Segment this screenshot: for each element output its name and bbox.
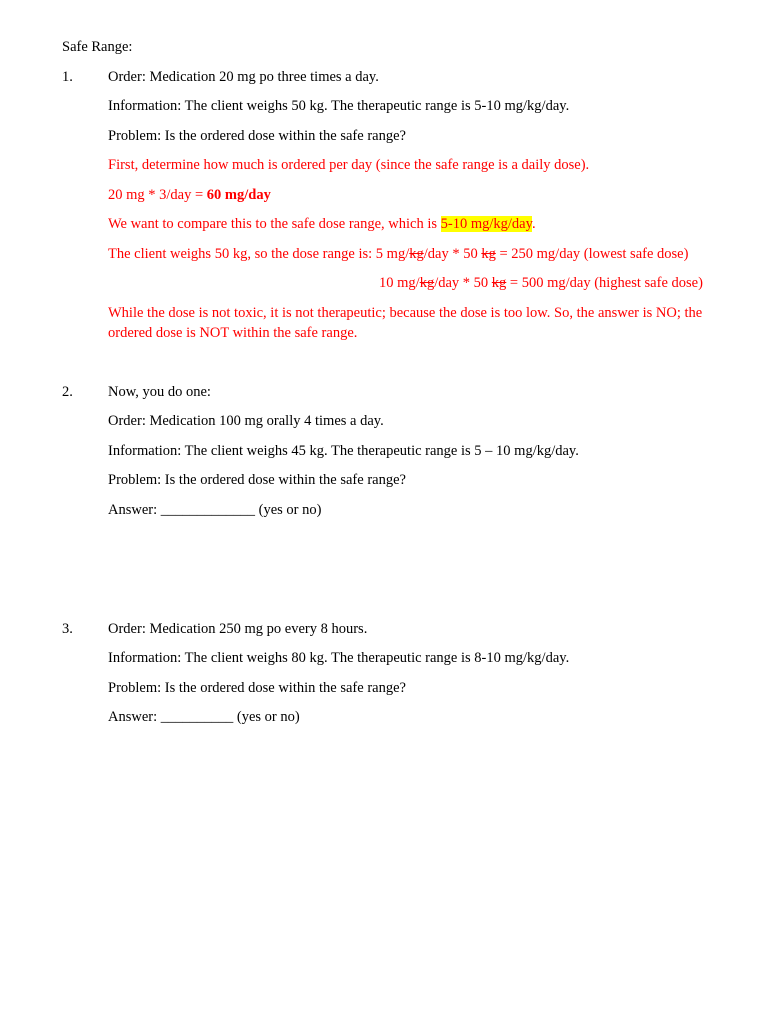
q3-number: 3. — [62, 621, 73, 637]
low-text-b: /day * 50 — [423, 246, 482, 262]
q3-problem: Problem: Is the ordered dose within the safe range? — [108, 680, 406, 696]
q2-answer-blank: Answer: _____________ (yes or no) — [108, 502, 322, 518]
highlighted-safe-range: 5-10 mg/kg/day — [440, 216, 532, 232]
q2-information: Information: The client weighs 45 kg. The therapeutic range is 5 – 10 mg/kg/day. — [108, 443, 579, 459]
q1-answer-daily-calculation — [108, 186, 271, 204]
q1-information: Information: The client weighs 50 kg. The therapeutic range is 5-10 mg/kg/day. — [108, 98, 570, 114]
q1-answer-conclusion-line1: While the dose is not toxic, it is not therapeutic; because the dose is too low. So, the answer is NO; the — [108, 305, 703, 321]
q1-answer-compare — [108, 215, 536, 233]
q3-answer-blank: Answer: __________ (yes or no) — [108, 709, 300, 725]
calc-result: 60 mg/day — [206, 187, 271, 203]
compare-suffix: . — [531, 216, 536, 232]
q1-answer-conclusion-line2: ordered dose is NOT within the safe range. — [108, 325, 358, 341]
q2-problem: Problem: Is the ordered dose within the safe range? — [108, 472, 406, 488]
low-text-c: = 250 mg/day (lowest safe dose) — [495, 246, 689, 262]
q1-problem: Problem: Is the ordered dose within the safe range? — [108, 128, 406, 144]
high-text-c: = 500 mg/day (highest safe dose) — [506, 275, 703, 291]
q1-answer-lowest-dose — [108, 245, 688, 263]
cancelled-unit: kg — [481, 246, 496, 262]
q1-number: 1. — [62, 69, 73, 85]
q2-intro: Now, you do one: — [108, 384, 211, 400]
q1-answer-highest-dose — [379, 274, 703, 292]
worksheet-heading: Safe Range: — [62, 39, 133, 55]
high-text-b: /day * 50 — [434, 275, 492, 291]
q1-answer-first-step: First, determine how much is ordered per day (since the safe range is a daily dose). — [108, 157, 590, 173]
compare-prefix: We want to compare this to the safe dose range, which is — [108, 216, 441, 232]
calc-prefix: 20 mg * 3/day = — [108, 187, 207, 203]
cancelled-unit: kg — [419, 275, 435, 291]
q2-order: Order: Medication 100 mg orally 4 times a day. — [108, 413, 384, 429]
q2-number: 2. — [62, 384, 73, 400]
low-text-a: The client weighs 50 kg, so the dose range is: 5 mg/ — [108, 246, 410, 262]
q3-order: Order: Medication 250 mg po every 8 hours. — [108, 621, 368, 637]
cancelled-unit: kg — [409, 246, 424, 262]
q1-order: Order: Medication 20 mg po three times a day. — [108, 69, 379, 85]
high-text-a: 10 mg/ — [379, 275, 420, 291]
q3-information: Information: The client weighs 80 kg. The therapeutic range is 8-10 mg/kg/day. — [108, 650, 570, 666]
cancelled-unit: kg — [491, 275, 507, 291]
